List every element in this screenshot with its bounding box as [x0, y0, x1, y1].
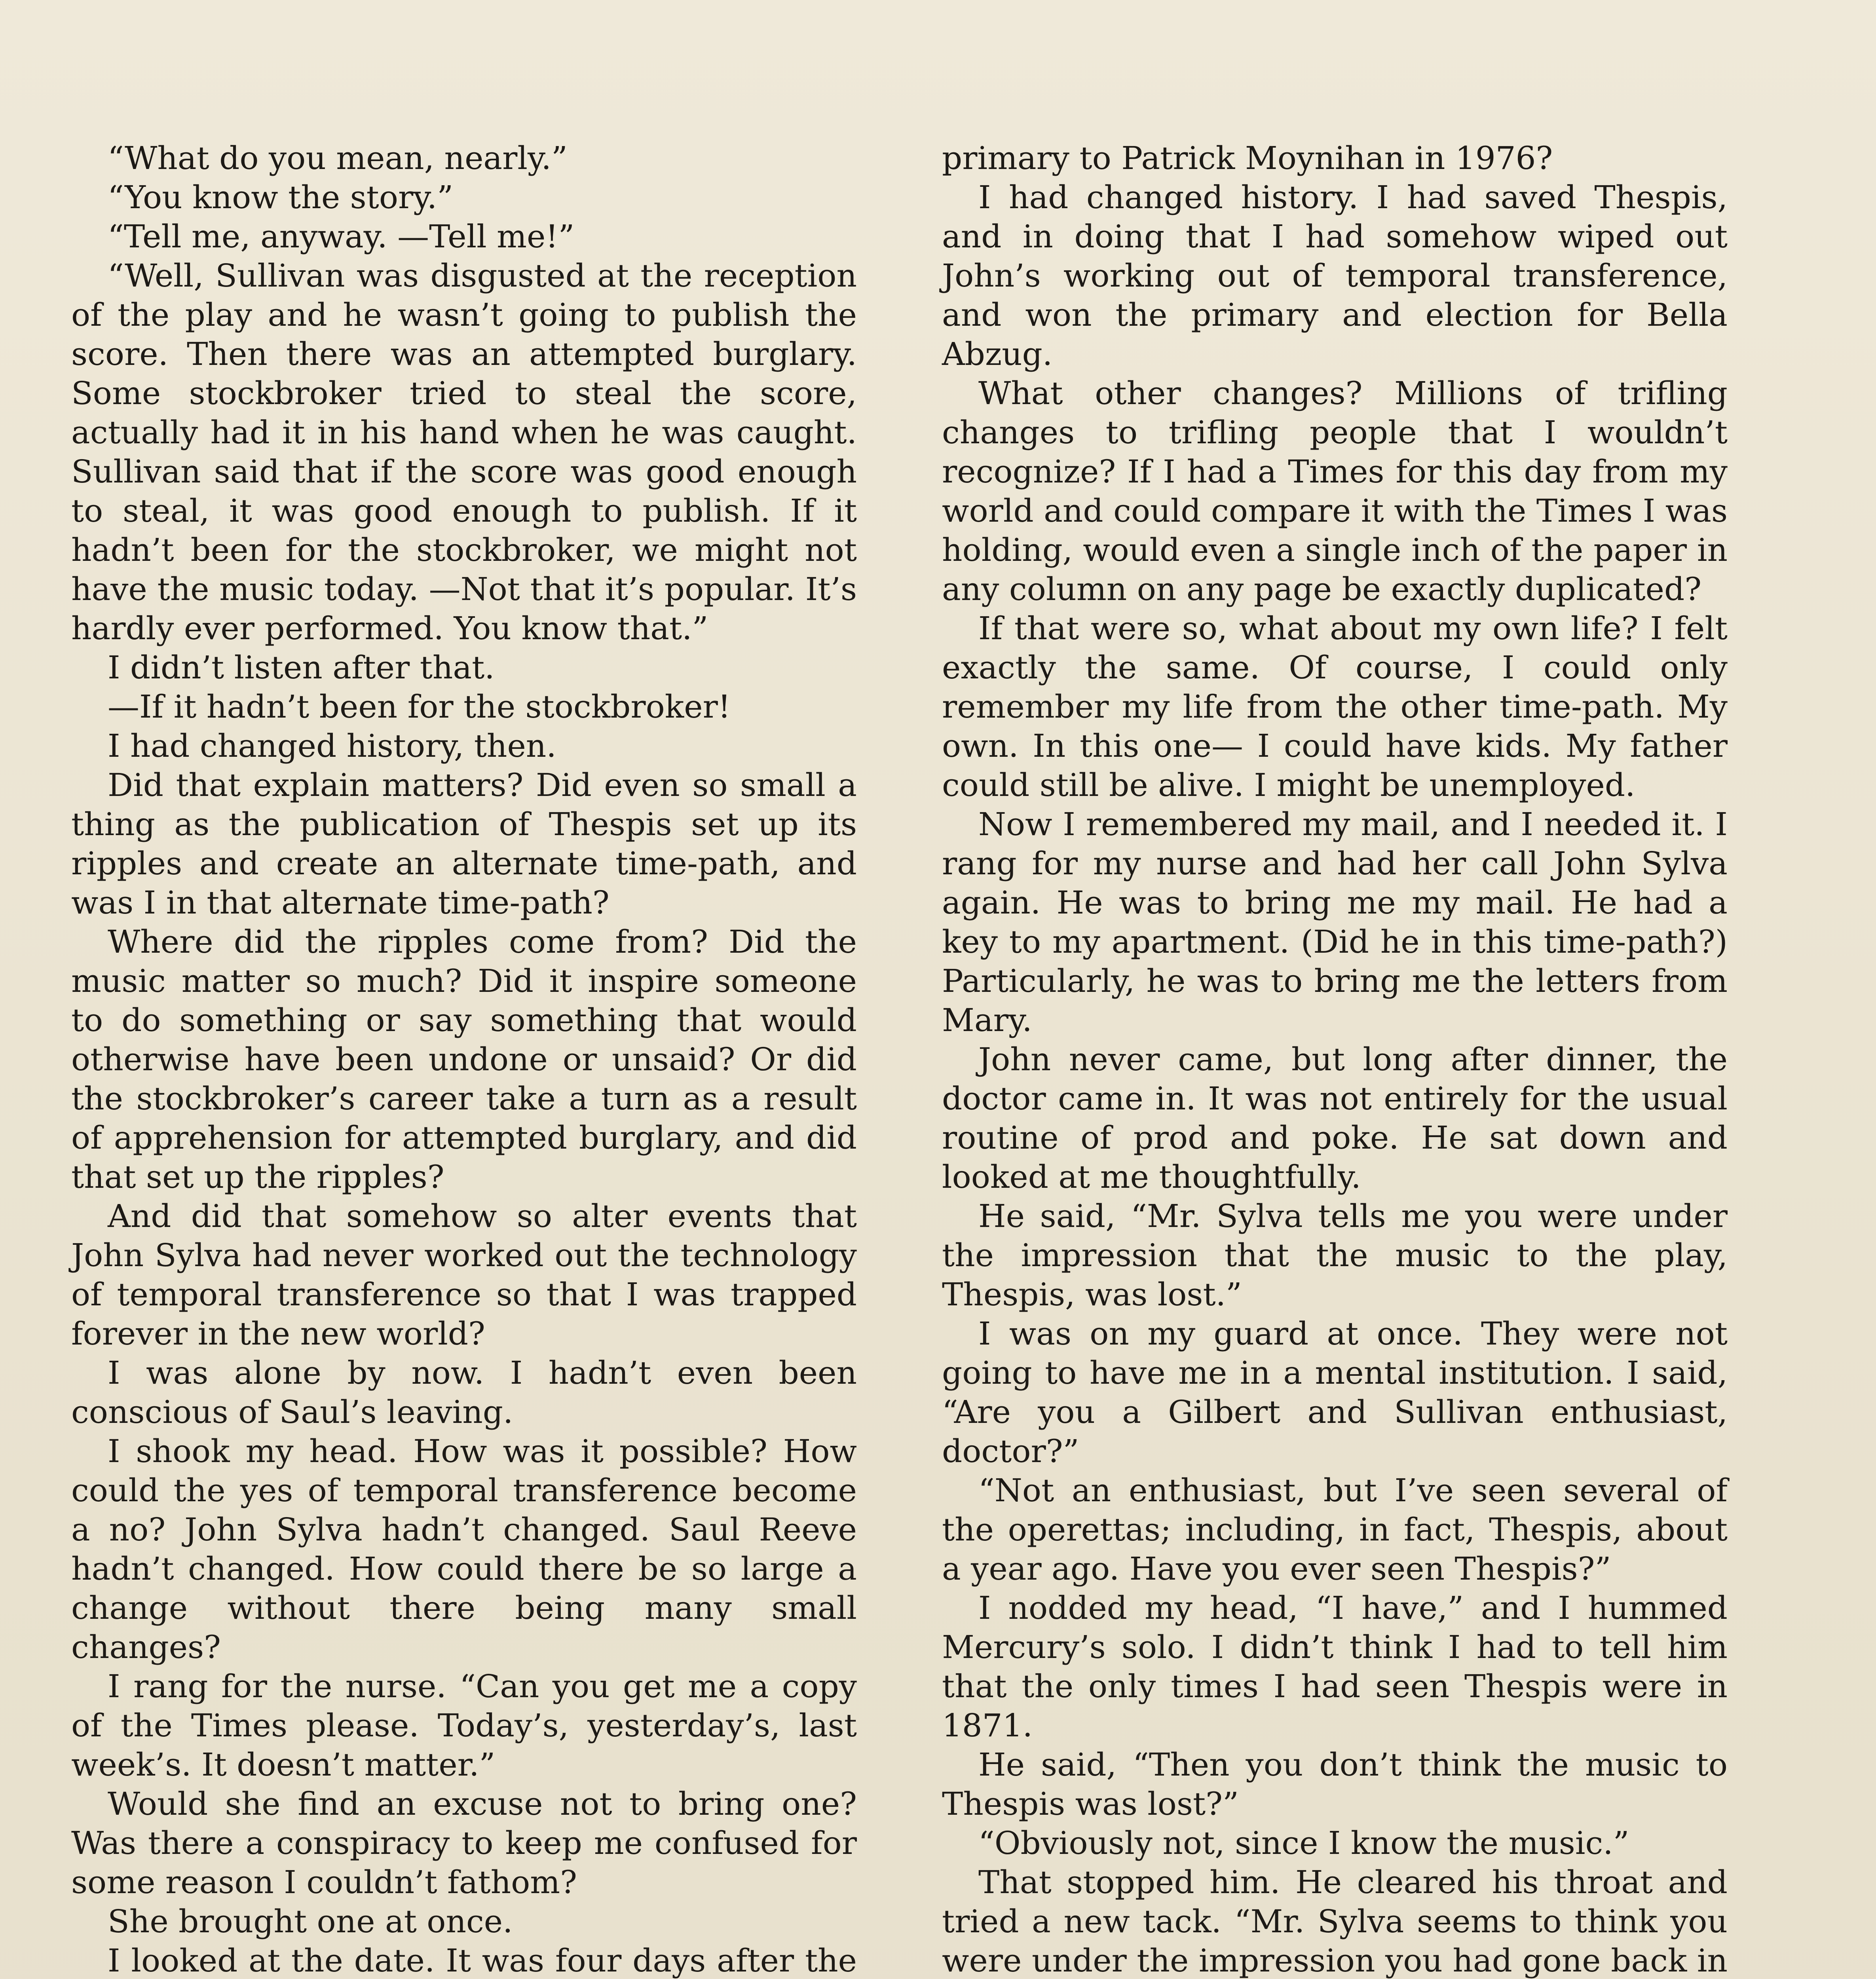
paragraph: Where did the ripples come from? Did the music matter so much? Did it inspire someone to do something or say something that would otherwise have been undone or unsaid? Or did the stockbroker’s career take a turn as a result of apprehension for attempted burglary, and did that set up the ripples?	[71, 923, 857, 1195]
paragraph: Now I remembered my mail, and I needed it. I rang for my nurse and had her call John Sylva again. He was to bring me my mail. He had a key to my apartment. (Did he in this time-path?) Particularly, he was to bring me the letters from Mary.	[942, 806, 1728, 1039]
right-text-column	[942, 139, 1728, 1979]
paragraph: I shook my head. How was it possible? How could the yes of temporal transference become a no? John Sylva hadn’t changed. Saul Reeve hadn’t changed. How could there be so large a change without there being many small changes?	[71, 1433, 857, 1666]
paragraph: Would she find an excuse not to bring one? Was there a conspiracy to keep me confused for some reason I couldn’t fathom?	[71, 1785, 857, 1901]
paragraph: I had changed history, then.	[108, 727, 556, 764]
paragraph: “Tell me, anyway. —Tell me!”	[108, 218, 575, 255]
paragraph: That stopped him. He cleared his throat and tried a new tack. “Mr. Sylva seems to think you were under the impression you had gone back in	[942, 1864, 1728, 1979]
left-text-column	[71, 139, 857, 1979]
paragraph: And did that somehow so alter events that John Sylva had never worked out the technology of temporal transference so that I was trapped forever in the new world?	[71, 1198, 857, 1352]
paragraph: “You know the story.”	[108, 179, 454, 216]
paragraph: I rang for the nurse. “Can you get me a copy of the Times please. Today’s, yesterday’s, last week’s. It doesn’t matter.”	[71, 1668, 857, 1783]
paragraph: I didn’t listen after that.	[108, 649, 495, 686]
paragraph: John never came, but long after dinner, the doctor came in. It was not entirely for the usual routine of prod and poke. He sat down and looked at me thoughtfully.	[942, 1041, 1728, 1195]
paragraph-continued: primary to Patrick Moynihan in 1976?	[942, 140, 1553, 177]
paragraph: “Not an enthusiast, but I’ve seen several of the operettas; including, in fact, Thespis, about a year ago. Have you ever seen Thespis?”	[942, 1472, 1728, 1587]
paragraph: “Well, Sullivan was disgusted at the reception of the play and he wasn’t going to publish the score. Then there was an attempted burglary. Some stockbroker tried to steal the score, actually had it in his hand when he was caught. Sullivan said that if the score was good enough to steal, it was good enough to publish. If it hadn’t been for the stockbroker, we might not have the music today. —Not that it’s popular. It’s hardly ever performed. You know that.”	[71, 257, 857, 647]
paragraph: Did that explain matters? Did even so small a thing as the publication of Thespis set up its ripples and create an alternate time-path, and was I in that alternate time-path?	[71, 767, 857, 921]
paragraph: He said, “Then you don’t think the music to Thespis was lost?”	[942, 1746, 1728, 1822]
paragraph: If that were so, what about my own life? I felt exactly the same. Of course, I could only remember my life from the other time-path. My own. In this one— I could have kids. My father could still be alive. I might be unemployed.	[942, 610, 1728, 803]
paragraph: I nodded my head, “I have,” and I hummed Mercury’s solo. I didn’t think I had to tell him that the only times I had seen Thespis were in 1871.	[942, 1590, 1728, 1744]
paragraph: I looked at the date. It was four days after the	[108, 1942, 857, 1979]
paragraph: “Obviously not, since I know the music.”	[978, 1825, 1629, 1861]
paragraph: I was alone by now. I hadn’t even been conscious of Saul’s leaving.	[71, 1354, 857, 1430]
paragraph: What other changes? Millions of trifling changes to trifling people that I wouldn’t recognize? If I had a Times for this day from my world and could compare it with the Times I was holding, would even a single inch of the paper in any column on any page be exactly duplicated?	[942, 375, 1728, 608]
paragraph: She brought one at once.	[108, 1903, 513, 1940]
paragraph: “What do you mean, nearly.”	[108, 140, 568, 177]
paragraph: He said, “Mr. Sylva tells me you were under the impression that the music to the play, Thespis, was lost.”	[942, 1198, 1728, 1313]
paragraph: I was on my guard at once. They were not going to have me in a mental institution. I said, “Are you a Gilbert and Sullivan enthusiast, doctor?”	[942, 1315, 1728, 1470]
paragraph: —If it hadn’t been for the stockbroker!	[108, 688, 731, 725]
paragraph: I had changed history. I had saved Thespis, and in doing that I had somehow wiped out John’s working out of temporal transference, and won the primary and election for Bella Abzug.	[942, 179, 1728, 372]
